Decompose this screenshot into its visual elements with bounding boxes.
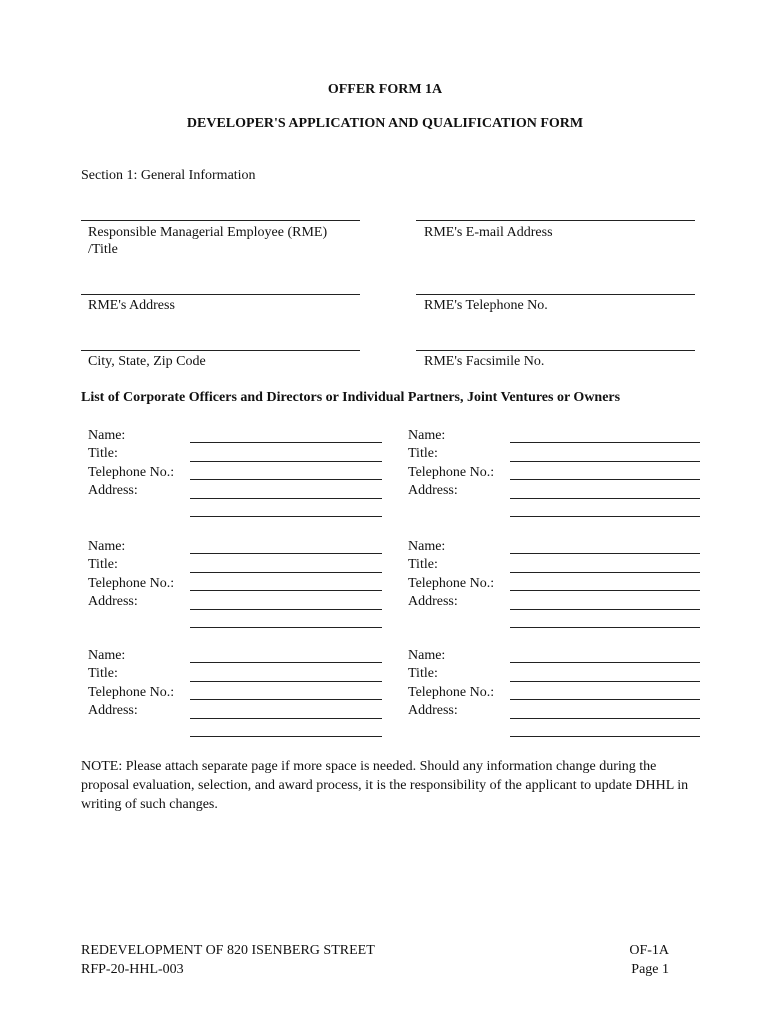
title-label: Title: [88, 446, 118, 461]
telephone-label: Telephone No.: [88, 576, 175, 591]
title-field[interactable] [190, 681, 382, 682]
address-field[interactable] [190, 609, 382, 610]
rme-facsimile-line[interactable] [416, 350, 695, 351]
rme-telephone-line[interactable] [416, 294, 695, 295]
name-label: Name: [408, 648, 446, 663]
officer-block-5 [88, 647, 408, 747]
rme-address-label: RME's Address [88, 298, 175, 313]
title-field[interactable] [510, 681, 700, 682]
officer-block-1 [88, 427, 408, 527]
title-label: Title: [408, 557, 438, 572]
address-field[interactable] [510, 609, 700, 610]
name-field[interactable] [510, 662, 700, 663]
title-field[interactable] [510, 461, 700, 462]
title-label: Title: [408, 446, 438, 461]
title-field[interactable] [190, 572, 382, 573]
rme-telephone-label: RME's Telephone No. [424, 298, 548, 313]
telephone-label: Telephone No.: [408, 576, 495, 591]
telephone-label: Telephone No.: [408, 465, 495, 480]
name-label: Name: [88, 539, 126, 554]
section-heading: Section 1: General Information [81, 168, 256, 183]
telephone-label: Telephone No.: [88, 465, 175, 480]
rme-email-line[interactable] [416, 220, 695, 221]
city-state-zip-line[interactable] [81, 350, 360, 351]
officer-block-6 [408, 647, 728, 747]
telephone-field[interactable] [190, 479, 382, 480]
address-field[interactable] [510, 498, 700, 499]
telephone-field[interactable] [190, 590, 382, 591]
telephone-field[interactable] [510, 699, 700, 700]
city-state-zip-label: City, State, Zip Code [88, 354, 206, 369]
rme-facsimile-label: RME's Facsimile No. [424, 354, 545, 369]
name-field[interactable] [190, 442, 382, 443]
address-label: Address: [88, 594, 138, 609]
footer-project: REDEVELOPMENT OF 820 ISENBERG STREET [81, 943, 375, 958]
rme-address-line[interactable] [81, 294, 360, 295]
address-label: Address: [408, 594, 458, 609]
name-field[interactable] [190, 662, 382, 663]
telephone-field[interactable] [190, 699, 382, 700]
name-label: Name: [408, 539, 446, 554]
address-field-2[interactable] [510, 516, 700, 517]
address-label: Address: [408, 483, 458, 498]
name-label: Name: [88, 648, 126, 663]
form-title: OFFER FORM 1A [327, 82, 443, 97]
address-field[interactable] [190, 498, 382, 499]
footer-form-code: OF-1A [629, 943, 669, 958]
footer-page-number: Page 1 [631, 962, 669, 977]
address-label: Address: [88, 483, 138, 498]
address-label: Address: [88, 703, 138, 718]
rme-name-line[interactable] [81, 220, 360, 221]
address-field-2[interactable] [510, 627, 700, 628]
note-paragraph: NOTE: Please attach separate page if more space is needed. Should any information change during the proposal evaluation, selection, and award process, it is the responsibility of the applicant to update DHHL in writing of such changes. [81, 759, 689, 812]
telephone-label: Telephone No.: [88, 685, 175, 700]
name-label: Name: [408, 428, 446, 443]
title-label: Title: [88, 666, 118, 681]
telephone-field[interactable] [510, 590, 700, 591]
rme-email-label: RME's E-mail Address [424, 225, 553, 240]
address-field-2[interactable] [190, 516, 382, 517]
title-field[interactable] [190, 461, 382, 462]
title-label: Title: [88, 557, 118, 572]
title-label: Title: [408, 666, 438, 681]
officer-block-2 [408, 427, 728, 527]
rme-title-label: /Title [88, 242, 118, 257]
address-field-2[interactable] [510, 736, 700, 737]
telephone-field[interactable] [510, 479, 700, 480]
officer-block-3 [88, 538, 408, 638]
officers-heading: List of Corporate Officers and Directors or Individual Partners, Joint Ventures or Owners [81, 390, 621, 405]
footer-rfp: RFP-20-HHL-003 [81, 962, 184, 977]
name-field[interactable] [510, 442, 700, 443]
form-subtitle: DEVELOPER'S APPLICATION AND QUALIFICATION FORM [186, 116, 584, 131]
rme-name-label: Responsible Managerial Employee (RME) [88, 225, 328, 240]
name-field[interactable] [510, 553, 700, 554]
name-label: Name: [88, 428, 126, 443]
officer-block-4 [408, 538, 728, 638]
name-field[interactable] [190, 553, 382, 554]
telephone-label: Telephone No.: [408, 685, 495, 700]
title-field[interactable] [510, 572, 700, 573]
address-field[interactable] [190, 718, 382, 719]
address-label: Address: [408, 703, 458, 718]
address-field-2[interactable] [190, 736, 382, 737]
address-field-2[interactable] [190, 627, 382, 628]
address-field[interactable] [510, 718, 700, 719]
